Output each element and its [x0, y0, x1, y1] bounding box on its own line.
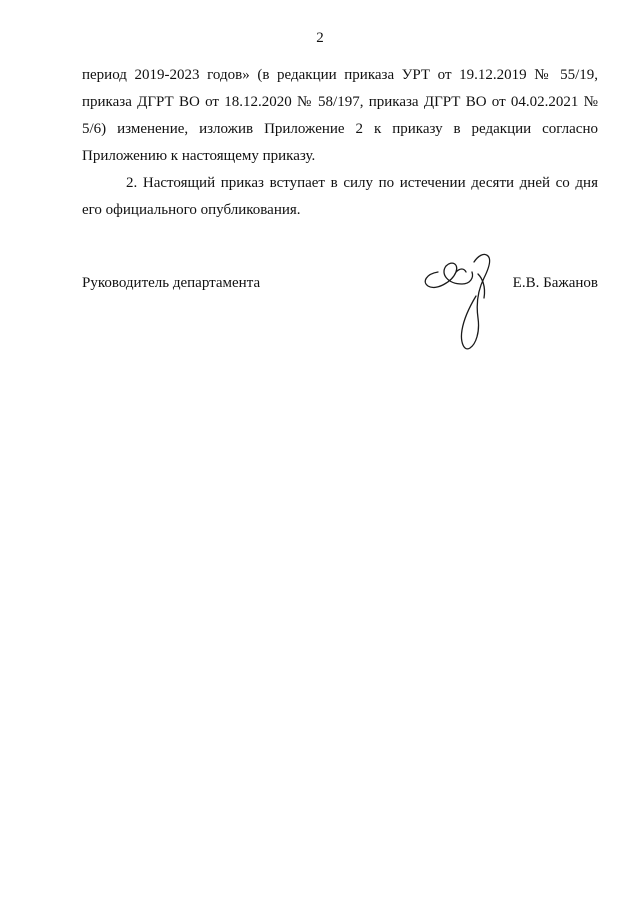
paragraph-amendment — [82, 62, 598, 170]
document-body — [82, 62, 598, 224]
signature-row — [82, 275, 598, 299]
paragraph-effective-date — [82, 170, 598, 224]
paragraph-1-line-2: приказа ДГРТ ВО от 18.12.2020 № 58/197, приказа ДГРТ ВО от 04.02.2021 № — [82, 94, 598, 110]
paragraph-1-line-3: 5/6) изменение, изложив Приложение 2 к приказу в редакции согласно — [82, 121, 598, 137]
paragraph-2-line-1: 2. Настоящий приказ вступает в силу по истечении десяти дней со дня — [126, 175, 598, 191]
signer-role: Руководитель департамента — [82, 275, 261, 291]
signer-name: Е.В. Бажанов — [512, 275, 598, 291]
handwritten-signature — [418, 244, 510, 354]
paragraph-1-line-1: период 2019-2023 годов» (в редакции приказа УРТ от 19.12.2019 № 55/19, — [82, 67, 598, 83]
paragraph-2-line-2: его официального опубликования. — [82, 202, 301, 218]
paragraph-1-line-4: Приложению к настоящему приказу. — [82, 148, 316, 164]
page-number: 2 — [316, 30, 324, 46]
